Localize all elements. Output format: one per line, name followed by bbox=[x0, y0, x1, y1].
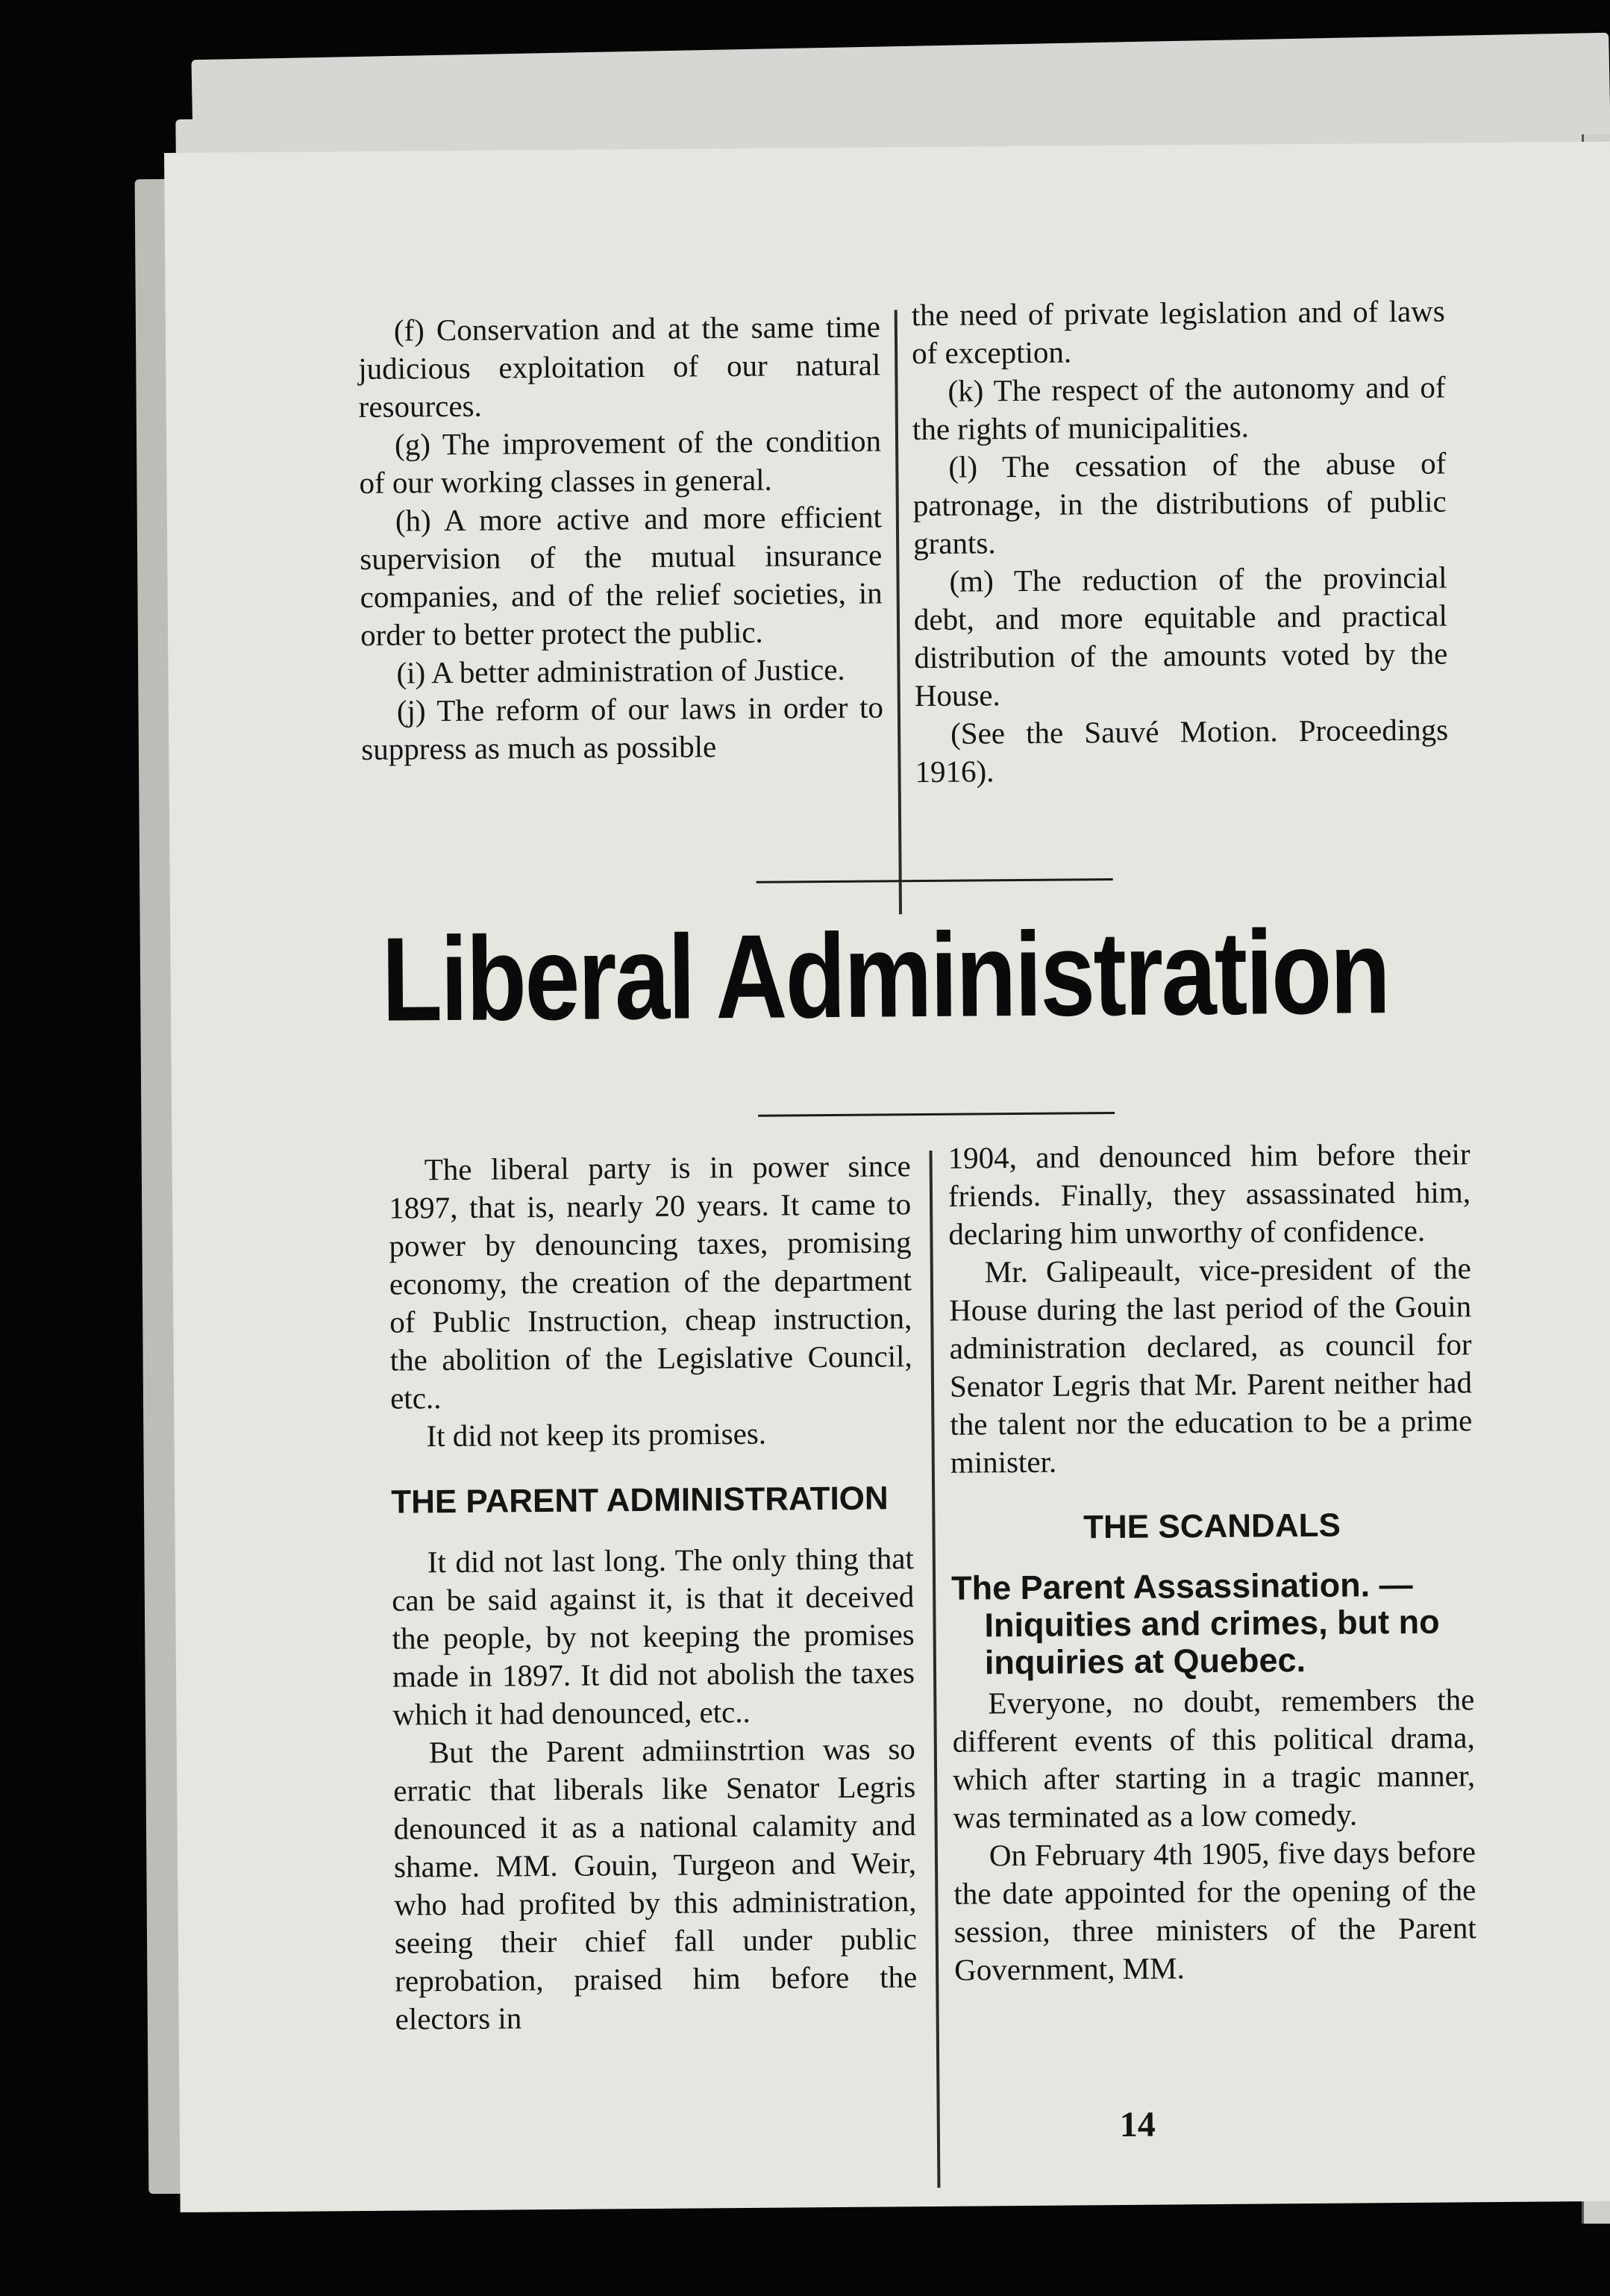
list-item-m: (m) The reduction of the provincial debt, and more equitable and practical distribution of the amounts voted by the House. bbox=[913, 560, 1448, 713]
list-item-h: (h) A more active and more efficient supervision of the mutual insurance companies, and of the relief societies, in order to better protect the public. bbox=[360, 499, 883, 652]
bottom-left-column bbox=[389, 1147, 918, 2038]
page-title: Liberal Administration bbox=[381, 904, 1389, 1046]
body-paragraph: But the Parent admiinstrtion was so erratic that liberals like Senator Legris denounced it as a national calamity and shame. MM. Gouin, Turgeon and Weir, who had profited by this administration, seeing their chief fall under public reprobation, praised him before the electors in bbox=[393, 1731, 918, 2036]
list-item-g: (g) The improvement of the condition of our working classes in general. bbox=[359, 423, 882, 500]
top-left-column bbox=[358, 307, 884, 768]
column-divider-bottom bbox=[930, 1151, 941, 2188]
title-rule-bottom bbox=[758, 1112, 1115, 1117]
reference-note: (See the Sauvé Motion. Proceedings 1916). bbox=[915, 712, 1449, 789]
list-item-l: (l) The cessation of the abuse of patronage, in the distributions of public grants. bbox=[912, 445, 1447, 561]
list-item-f: (f) Conservation and at the same time judicious exploitation of our natural resources. bbox=[358, 309, 881, 424]
list-item-i: (i) A better administration of Justice. bbox=[396, 651, 845, 690]
section-heading-parent-administration: THE PARENT ADMINISTRATION bbox=[391, 1480, 889, 1521]
subheading-parent-assassination bbox=[951, 1565, 1474, 1681]
body-paragraph: Mr. Galipeault, vice-president of the House during the last period of the Gouin administration declared, as council for Senator Legris that Mr. Parent neither had the talent nor the education to be a prime minister. bbox=[949, 1251, 1473, 1480]
subheading-line-1: The Parent Assassination. — bbox=[950, 1565, 1413, 1607]
body-paragraph: It did not last long. The only thing that can be said against it, is that it deceived the people, by not keeping the promises made in 1897. It did not abolish the taxes which it had denounced, etc.. bbox=[392, 1541, 915, 1732]
intro-paragraph-2: It did not keep its promises. bbox=[426, 1416, 767, 1454]
section-heading-scandals: THE SCANDALS bbox=[1083, 1507, 1341, 1546]
list-item-j-continued: the need of private legislation and of laws of exception. bbox=[911, 293, 1445, 371]
list-item-j: (j) The reform of our laws in order to suppress as much as possible bbox=[361, 689, 884, 766]
bottom-right-column bbox=[947, 1135, 1476, 1989]
title-rule-top bbox=[757, 878, 1113, 883]
body-paragraph: On February 4th 1905, five days before the date appointed for the opening of the session, three ministers of the Parent Government, MM. bbox=[953, 1834, 1476, 1987]
list-item-k: (k) The respect of the autonomy and of the rights of municipalities. bbox=[912, 369, 1446, 447]
page-number: 14 bbox=[1119, 2104, 1156, 2145]
column-divider-top bbox=[895, 310, 902, 914]
document-page bbox=[164, 142, 1610, 2212]
body-paragraph: Everyone, no doubt, remembers the different events of this political drama, which after starting in a tragic manner, was terminated as a low comedy. bbox=[952, 1682, 1476, 1835]
subheading-line-2: Iniquities and crimes, but no inquiries at Quebec. bbox=[984, 1602, 1440, 1682]
top-right-column bbox=[912, 293, 1449, 792]
intro-paragraph: The liberal party is in power since 1897, that is, nearly 20 years. It came to power by denouncing taxes, promising economy, the creation of the department of Public Instruction, cheap instruction, the abolition of the Legislative Council, etc.. bbox=[388, 1148, 912, 1416]
body-paragraph-continued: 1904, and denounced him before their friends. Finally, they assassinated him, declaring him unworthy of confidence. bbox=[947, 1136, 1471, 1251]
